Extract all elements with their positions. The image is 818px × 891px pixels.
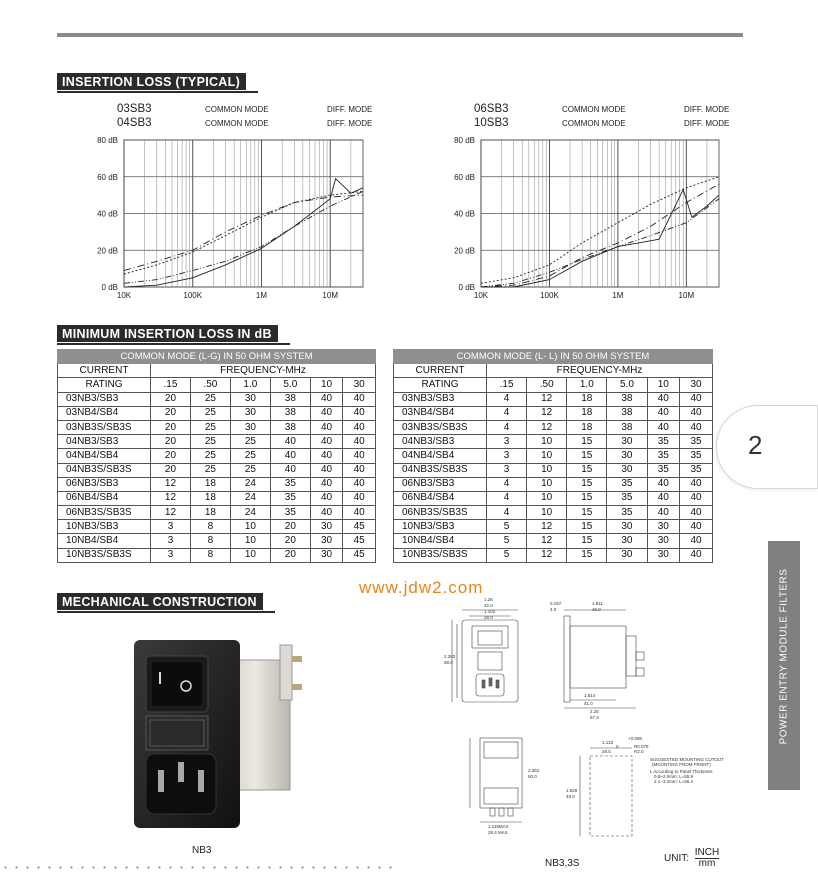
table-cell: 40 xyxy=(310,420,342,434)
table-cell: 24 xyxy=(230,491,270,505)
table-cell: 10 xyxy=(527,463,567,477)
legend-label: DIFF. MODE xyxy=(327,104,373,114)
table-cell: 24 xyxy=(230,477,270,491)
table-cell: 30 xyxy=(607,520,647,534)
table-cell: 15 xyxy=(567,534,607,548)
table-row xyxy=(394,392,713,406)
y-tick-label: 20 dB xyxy=(454,246,475,256)
table-row xyxy=(394,477,713,491)
table-cell: 40 xyxy=(310,435,342,449)
table-cell: 4 xyxy=(487,392,527,406)
table-cell: 12 xyxy=(527,548,567,562)
unit-mm: mm xyxy=(698,858,716,869)
table-cell: 04NB3S/SB3S xyxy=(58,463,151,477)
table-cell: 10 xyxy=(527,506,567,520)
side-view xyxy=(564,616,570,702)
svg-text:0: 0 xyxy=(616,744,619,749)
table-cell: 18 xyxy=(190,506,230,520)
product-photo xyxy=(130,620,320,840)
table-cell: 40 xyxy=(270,435,310,449)
table-cell: 45 xyxy=(343,520,376,534)
table-cell: 5 xyxy=(487,534,527,548)
table-cell: 04NB4/SB4 xyxy=(394,449,487,463)
table-cell: 10NB4/SB4 xyxy=(394,534,487,548)
table-cell: 10NB4/SB4 xyxy=(58,534,151,548)
table-row xyxy=(394,491,713,505)
table-cell: 40 xyxy=(647,506,680,520)
table-cell: 04NB4/SB4 xyxy=(58,449,151,463)
table-cell: 40 xyxy=(343,420,376,434)
table-cell: 10 xyxy=(527,435,567,449)
table-cell: 5 xyxy=(487,520,527,534)
x-tick-label: 10K xyxy=(116,291,132,300)
svg-text:57.3: 57.3 xyxy=(590,715,599,720)
table-cell: 30 xyxy=(310,548,342,562)
freq-header: .50 xyxy=(527,378,567,392)
table-cell: 06NB3S/SB3S xyxy=(394,506,487,520)
svg-text:58.0: 58.0 xyxy=(444,660,453,665)
table-row xyxy=(58,463,376,477)
table-cell: 8 xyxy=(190,548,230,562)
table-cell: 35 xyxy=(607,491,647,505)
table-cell: 10 xyxy=(230,548,270,562)
table-cell: 18 xyxy=(567,420,607,434)
svg-text:0.157: 0.157 xyxy=(550,601,562,606)
table-cell: 20 xyxy=(151,435,191,449)
table-cell: 40 xyxy=(680,406,713,420)
table-cell: 10 xyxy=(527,477,567,491)
table-row xyxy=(394,406,713,420)
table-cell: 40 xyxy=(343,406,376,420)
table-cell: 40 xyxy=(310,491,342,505)
table-cell: 10NB3S/SB3S xyxy=(394,548,487,562)
table-cell: 40 xyxy=(647,420,680,434)
table-cell: 10 xyxy=(527,491,567,505)
table-cell: 30 xyxy=(607,534,647,548)
svg-text:1.122: 1.122 xyxy=(602,740,614,745)
table-cell: 03NB3/SB3 xyxy=(58,392,151,406)
freq-header: 30 xyxy=(680,378,713,392)
svg-text:4.0: 4.0 xyxy=(550,607,557,612)
table-cell: 40 xyxy=(270,449,310,463)
freq-header: 1.0 xyxy=(230,378,270,392)
table-cell: 35 xyxy=(607,477,647,491)
table-row xyxy=(394,520,713,534)
table-cell: 40 xyxy=(343,477,376,491)
legend-model: 03SB3 xyxy=(117,103,152,115)
table-title: COMMON MODE (L-G) IN 50 OHM SYSTEM xyxy=(58,350,376,364)
table-cell: 03NB4/SB4 xyxy=(58,406,151,420)
y-tick-label: 80 dB xyxy=(454,136,475,145)
table-cell: 12 xyxy=(527,420,567,434)
col-header: RATING xyxy=(58,378,151,392)
table-row xyxy=(394,548,713,562)
svg-text:2.25: 2.25 xyxy=(590,709,599,714)
table-cell: 38 xyxy=(270,406,310,420)
svg-text:L According to Panel Thickness: L According to Panel Thickness xyxy=(650,769,713,774)
table-row xyxy=(58,520,376,534)
table-cell: 04NB3S/SB3S xyxy=(394,463,487,477)
svg-text:SUGGESTED MOUNTING CUTOUT: SUGGESTED MOUNTING CUTOUT xyxy=(650,757,724,762)
table-cell: 25 xyxy=(230,449,270,463)
table-cell: 45 xyxy=(343,548,376,562)
legend-label: DIFF. MODE xyxy=(684,118,730,128)
table-cell: 03NB3S/SB3S xyxy=(394,420,487,434)
freq-header: 10 xyxy=(310,378,342,392)
freq-header: 30 xyxy=(343,378,376,392)
legend-label: COMMON MODE xyxy=(562,118,626,128)
table-cell: 40 xyxy=(310,477,342,491)
bottom-view xyxy=(480,738,522,808)
table-cell: 30 xyxy=(607,435,647,449)
x-tick-label: 1M xyxy=(255,291,268,300)
table-common-mode-lg xyxy=(57,349,376,563)
table-cell: 40 xyxy=(270,463,310,477)
table-cell: 35 xyxy=(647,435,680,449)
table-cell: 20 xyxy=(151,406,191,420)
svg-text:(MOUNTING FROM FRONT): (MOUNTING FROM FRONT) xyxy=(652,762,711,767)
drawing-caption: NB3,3S xyxy=(545,858,580,869)
table-cell: 12 xyxy=(151,477,191,491)
table-cell: 30 xyxy=(230,392,270,406)
y-tick-label: 0 dB xyxy=(458,283,475,292)
table-row xyxy=(58,420,376,434)
table-cell: 30 xyxy=(230,420,270,434)
col-header: CURRENT xyxy=(58,364,151,378)
table-cell: 35 xyxy=(270,506,310,520)
table-cell: 38 xyxy=(270,420,310,434)
page-number: 2 xyxy=(748,430,763,460)
table-cell: 15 xyxy=(567,435,607,449)
x-tick-label: 1M xyxy=(612,291,624,300)
table-cell: 20 xyxy=(270,534,310,548)
table-cell: 30 xyxy=(647,520,680,534)
table-cell: 06NB3S/SB3S xyxy=(58,506,151,520)
table-cell: 40 xyxy=(647,406,680,420)
col-header: FREQUENCY-MHz xyxy=(151,364,376,378)
unit-inch: INCH xyxy=(694,847,720,858)
table-cell: 30 xyxy=(230,406,270,420)
svg-text:2.283: 2.283 xyxy=(444,654,456,659)
table-row xyxy=(58,548,376,562)
legend-label: DIFF. MODE xyxy=(684,104,730,114)
fuse-drawer xyxy=(146,716,208,750)
y-tick-label: 60 dB xyxy=(454,172,475,182)
mechanical-drawing xyxy=(440,596,724,841)
table-cell: 40 xyxy=(680,420,713,434)
table-row xyxy=(58,477,376,491)
photo-caption: NB3 xyxy=(192,845,212,856)
sidebar-label: POWER ENTRY MODULE FILTERS xyxy=(778,568,790,745)
table-cell: 3 xyxy=(487,463,527,477)
table-row xyxy=(58,491,376,505)
y-tick-label: 60 dB xyxy=(97,172,118,182)
table-row xyxy=(58,534,376,548)
freq-header: .15 xyxy=(151,378,191,392)
legend-label: DIFF. MODE xyxy=(327,118,373,128)
table-cell: 06NB4/SB4 xyxy=(394,491,487,505)
table-cell: 15 xyxy=(567,548,607,562)
freq-header: 10 xyxy=(647,378,680,392)
table-cell: 18 xyxy=(567,406,607,420)
svg-text:2.1~3.2mm: L=56.2: 2.1~3.2mm: L=56.2 xyxy=(654,779,694,784)
table-cell: 18 xyxy=(190,477,230,491)
table-cell: 04NB3/SB3 xyxy=(394,435,487,449)
table-cell: 20 xyxy=(270,520,310,534)
svg-text:1.26: 1.26 xyxy=(484,597,493,602)
mounting-cutout xyxy=(590,756,632,836)
table-cell: 15 xyxy=(567,449,607,463)
table-row xyxy=(394,420,713,434)
section-header-insertion-loss: INSERTION LOSS (TYPICAL) xyxy=(57,73,246,90)
table-cell: 10NB3/SB3 xyxy=(394,520,487,534)
table-cell: 3 xyxy=(487,435,527,449)
table-cell: 3 xyxy=(151,534,191,548)
table-cell: 30 xyxy=(607,449,647,463)
table-cell: 38 xyxy=(270,392,310,406)
sidebar-category xyxy=(768,541,800,790)
svg-text:1.102: 1.102 xyxy=(484,609,496,614)
table-cell: 25 xyxy=(190,420,230,434)
y-tick-label: 0 dB xyxy=(101,283,118,292)
table-cell: 4 xyxy=(487,477,527,491)
legend-model: 06SB3 xyxy=(474,103,509,115)
table-row xyxy=(394,534,713,548)
svg-text:32.0: 32.0 xyxy=(484,603,493,608)
table-row xyxy=(58,406,376,420)
page-tab xyxy=(716,405,818,489)
table-cell: 15 xyxy=(567,477,607,491)
table-cell: 38 xyxy=(607,406,647,420)
table-cell: 38 xyxy=(607,392,647,406)
svg-text:1.118MAX: 1.118MAX xyxy=(488,824,509,829)
table-row xyxy=(58,435,376,449)
table-cell: 25 xyxy=(230,463,270,477)
table-cell: 35 xyxy=(680,449,713,463)
table-cell: 40 xyxy=(680,506,713,520)
svg-text:60.0: 60.0 xyxy=(528,774,537,779)
table-cell: 20 xyxy=(151,420,191,434)
svg-text:41.0: 41.0 xyxy=(584,701,593,706)
freq-header: .15 xyxy=(487,378,527,392)
table-cell: 40 xyxy=(310,463,342,477)
table-cell: 5 xyxy=(487,548,527,562)
table-row xyxy=(58,449,376,463)
table-cell: 40 xyxy=(310,449,342,463)
freq-header: 5.0 xyxy=(607,378,647,392)
col-header: CURRENT xyxy=(394,364,487,378)
table-cell: 18 xyxy=(190,491,230,505)
x-tick-label: 10M xyxy=(322,291,338,300)
table-cell: 10NB3/SB3 xyxy=(58,520,151,534)
table-cell: 40 xyxy=(647,491,680,505)
dotted-rule xyxy=(0,866,400,869)
table-cell: 20 xyxy=(151,449,191,463)
table-row xyxy=(394,435,713,449)
table-cell: 15 xyxy=(567,463,607,477)
table-cell: 12 xyxy=(151,491,191,505)
table-cell: 35 xyxy=(647,449,680,463)
table-row xyxy=(394,463,713,477)
x-tick-label: 100K xyxy=(183,291,203,300)
freq-header: .50 xyxy=(190,378,230,392)
table-cell: 03NB3/SB3 xyxy=(394,392,487,406)
table-cell: 18 xyxy=(567,392,607,406)
y-tick-label: 40 dB xyxy=(454,209,475,219)
table-cell: 06NB4/SB4 xyxy=(58,491,151,505)
table-cell: 35 xyxy=(647,463,680,477)
table-cell: 4 xyxy=(487,491,527,505)
table-cell: 3 xyxy=(151,520,191,534)
table-cell: 40 xyxy=(680,534,713,548)
table-row xyxy=(394,449,713,463)
table-cell: 40 xyxy=(343,506,376,520)
watermark: www.jdw2.com xyxy=(359,578,484,597)
table-cell: 35 xyxy=(680,463,713,477)
table-cell: 40 xyxy=(680,491,713,505)
terminal-tab xyxy=(292,684,302,690)
table-row xyxy=(58,392,376,406)
y-tick-label: 80 dB xyxy=(97,136,118,145)
table-cell: 40 xyxy=(680,392,713,406)
table-cell: 12 xyxy=(527,534,567,548)
table-cell: 12 xyxy=(527,406,567,420)
table-cell: 25 xyxy=(230,435,270,449)
legend-label: COMMON MODE xyxy=(205,118,269,128)
table-cell: 30 xyxy=(607,548,647,562)
table-cell: 40 xyxy=(343,392,376,406)
table-cell: 25 xyxy=(190,435,230,449)
y-tick-label: 20 dB xyxy=(97,246,118,256)
insertion-loss-chart-right xyxy=(0,0,800,310)
table-cell: 10 xyxy=(230,534,270,548)
table-cell: 8 xyxy=(190,534,230,548)
svg-text:28.4 MAX: 28.4 MAX xyxy=(488,830,508,835)
section-header-mechanical: MECHANICAL CONSTRUCTION xyxy=(57,593,263,610)
table-cell: 40 xyxy=(343,435,376,449)
freq-header: 1.0 xyxy=(567,378,607,392)
table-cell: 20 xyxy=(270,548,310,562)
table-row xyxy=(58,506,376,520)
table-title: COMMON MODE (L- L) IN 50 OHM SYSTEM xyxy=(394,350,713,364)
table-cell: 12 xyxy=(151,506,191,520)
svg-text:R2.0: R2.0 xyxy=(634,749,644,754)
x-tick-label: 100K xyxy=(540,291,559,300)
table-cell: 40 xyxy=(647,477,680,491)
x-tick-label: 10K xyxy=(473,291,489,300)
table-cell: 8 xyxy=(190,520,230,534)
table-cell: 30 xyxy=(647,534,680,548)
legend-label: COMMON MODE xyxy=(205,104,269,114)
table-cell: 40 xyxy=(680,477,713,491)
table-cell: 20 xyxy=(151,392,191,406)
unit-label: UNIT: xyxy=(664,853,689,865)
table-cell: 35 xyxy=(270,477,310,491)
legend-model: 10SB3 xyxy=(474,117,509,129)
table-cell: 40 xyxy=(343,463,376,477)
table-cell: 10 xyxy=(230,520,270,534)
table-cell: 4 xyxy=(487,506,527,520)
table-cell: 25 xyxy=(190,463,230,477)
table-cell: 15 xyxy=(567,520,607,534)
table-cell: 25 xyxy=(190,392,230,406)
terminal-tab xyxy=(292,656,302,662)
svg-text:+0.008: +0.008 xyxy=(628,736,642,741)
table-cell: 04NB3/SB3 xyxy=(58,435,151,449)
svg-text:28.0: 28.0 xyxy=(484,615,493,620)
table-cell: 40 xyxy=(647,392,680,406)
col-header: RATING xyxy=(394,378,487,392)
table-cell: 40 xyxy=(343,449,376,463)
svg-text:46.0: 46.0 xyxy=(592,607,601,612)
table-cell: 45 xyxy=(343,534,376,548)
table-cell: 35 xyxy=(680,435,713,449)
table-cell: 06NB3/SB3 xyxy=(394,477,487,491)
table-cell: 12 xyxy=(527,520,567,534)
table-cell: 3 xyxy=(151,548,191,562)
table-cell: 38 xyxy=(607,420,647,434)
table-cell: 25 xyxy=(190,406,230,420)
table-cell: 35 xyxy=(607,506,647,520)
table-cell: 35 xyxy=(270,491,310,505)
svg-text:1.614: 1.614 xyxy=(584,693,596,698)
table-cell: 25 xyxy=(190,449,230,463)
table-cell: 40 xyxy=(310,506,342,520)
table-cell: 4 xyxy=(487,406,527,420)
freq-header: 5.0 xyxy=(270,378,310,392)
table-common-mode-ll xyxy=(393,349,713,563)
svg-text:0.8~2.0mm: L=55.9: 0.8~2.0mm: L=55.9 xyxy=(654,774,694,779)
table-cell: 30 xyxy=(647,548,680,562)
table-cell: 20 xyxy=(151,463,191,477)
svg-text:1.929: 1.929 xyxy=(566,788,578,793)
svg-text:2.362: 2.362 xyxy=(528,768,540,773)
table-cell: 12 xyxy=(527,392,567,406)
table-cell: 06NB3/SB3 xyxy=(58,477,151,491)
table-cell: 40 xyxy=(680,520,713,534)
table-cell: 03NB4/SB4 xyxy=(394,406,487,420)
table-cell: 3 xyxy=(487,449,527,463)
svg-text:49.0: 49.0 xyxy=(566,794,575,799)
table-cell: 10 xyxy=(527,449,567,463)
legend-model: 04SB3 xyxy=(117,117,152,129)
table-cell: 30 xyxy=(607,463,647,477)
svg-text:R0.078: R0.078 xyxy=(634,744,649,749)
col-header: FREQUENCY-MHz xyxy=(487,364,713,378)
table-cell: 10NB3S/SB3S xyxy=(58,548,151,562)
table-cell: 30 xyxy=(310,534,342,548)
x-tick-label: 10M xyxy=(678,291,695,300)
table-cell: 24 xyxy=(230,506,270,520)
table-cell: 40 xyxy=(680,548,713,562)
table-cell: 40 xyxy=(310,406,342,420)
table-cell: 30 xyxy=(310,520,342,534)
table-row xyxy=(394,506,713,520)
legend-label: COMMON MODE xyxy=(562,104,626,114)
svg-text:28.5: 28.5 xyxy=(602,749,611,754)
table-cell: 15 xyxy=(567,506,607,520)
table-cell: 40 xyxy=(310,392,342,406)
svg-text:1.811: 1.811 xyxy=(592,601,603,606)
table-cell: 40 xyxy=(343,491,376,505)
table-cell: 03NB3S/SB3S xyxy=(58,420,151,434)
table-cell: 4 xyxy=(487,420,527,434)
unit-indicator xyxy=(664,848,719,869)
table-cell: 15 xyxy=(567,491,607,505)
y-tick-label: 40 dB xyxy=(97,209,118,219)
section-header-min-insertion-loss: MINIMUM INSERTION LOSS IN dB xyxy=(57,325,278,342)
